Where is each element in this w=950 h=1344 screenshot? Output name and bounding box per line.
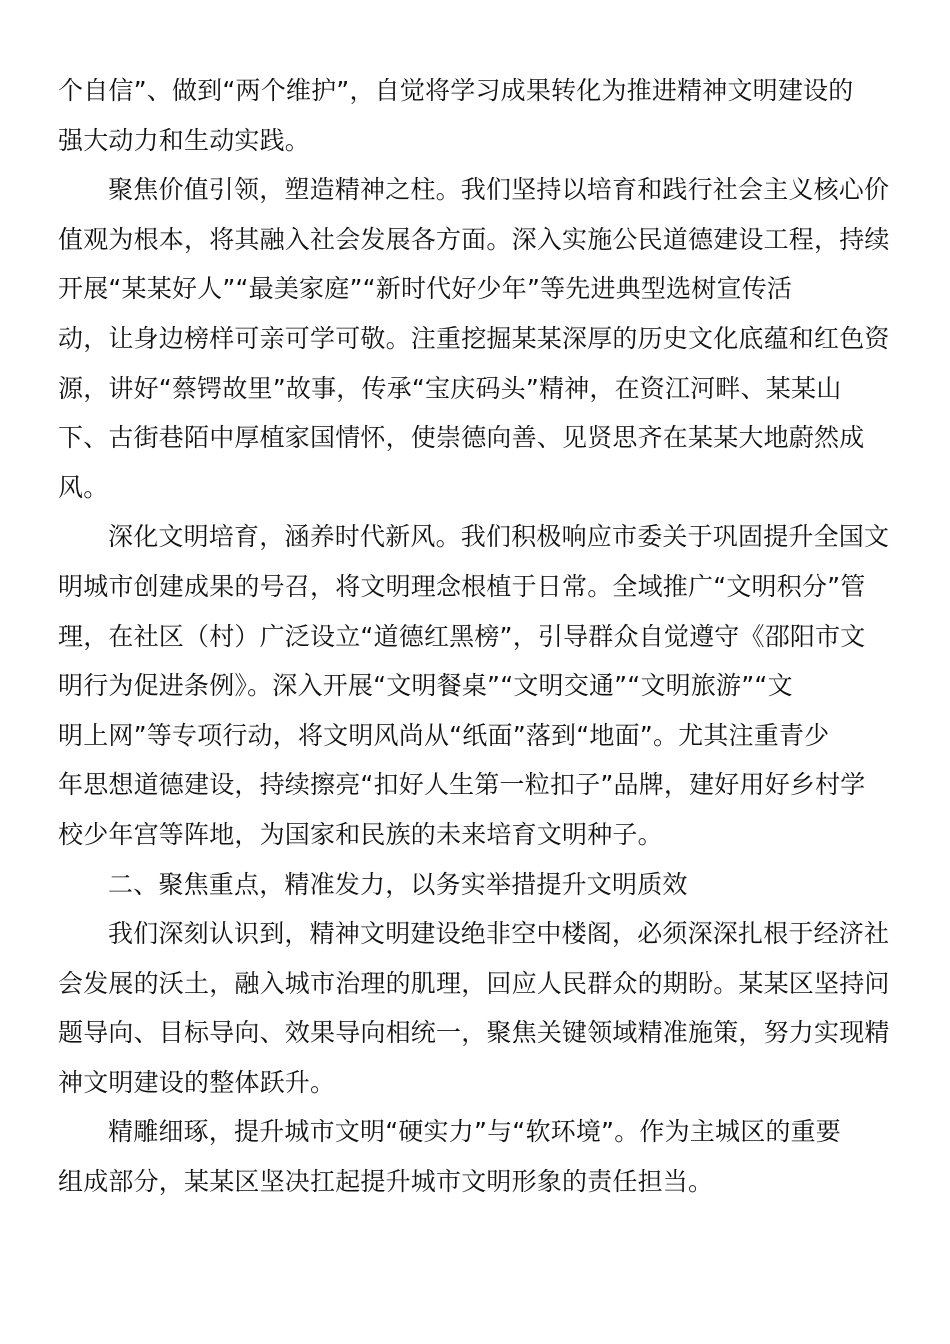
text-line: 动，让身边榜样可亲可学可敬。注重挖掘某某深厚的历史文化底蕴和红色资 [58, 323, 890, 353]
paragraph-start-line: 我们深刻认识到，精神文明建设绝非空中楼阁，必须深深扎根于经济社 [108, 919, 890, 949]
text-line: 值观为根本，将其融入社会发展各方面。深入实施公民道德建设工程，持续 [58, 224, 890, 254]
text-line: 开展“某某好人”“最美家庭”“新时代好少年”等先进典型选树宣传活 [58, 274, 793, 304]
text-line: 源，讲好“蔡锷故里”故事，传承“宝庆码头”精神，在资江河畔、某某山 [58, 373, 842, 403]
text-line: 题导向、目标导向、效果导向相统一，聚焦关键领域精准施策，努力实现精 [58, 1018, 890, 1048]
paragraph-start-line: 精雕细琢，提升城市文明“硬实力”与“软环境”。作为主城区的重要 [108, 1117, 842, 1147]
text-line: 会发展的沃土，融入城市治理的肌理，回应人民群众的期盼。某某区坚持问 [58, 968, 890, 998]
text-line: 明行为促进条例》。深入开展“文明餐桌”“文明交通”“文明旅游”“文 [58, 671, 793, 701]
text-line: 下、古街巷陌中厚植家国情怀，使崇德向善、见贤思齐在某某大地蔚然成 [58, 423, 865, 453]
text-line: 理，在社区（村）广泛设立“道德红黑榜”，引导群众自觉遵守《邵阳市文 [58, 621, 866, 651]
text-line: 个自信”、做到“两个维护”，自觉将学习成果转化为推进精神文明建设的 [58, 76, 854, 105]
paragraph-start-line: 深化文明培育，涵养时代新风。我们积极响应市委关于巩固提升全国文 [108, 522, 890, 552]
section-heading: 二、聚焦重点，精准发力，以务实举措提升文明质效 [108, 869, 688, 899]
document-body [58, 66, 888, 1207]
text-line: 强大动力和生动实践。 [58, 125, 311, 155]
text-line: 神文明建设的整体跃升。 [58, 1067, 336, 1097]
text-line: 组成部分，某某区坚决扛起提升城市文明形象的责任担当。 [58, 1167, 714, 1197]
text-line: 明上网”等专项行动，将文明风尚从“纸面”落到“地面”。尤其注重青少 [58, 720, 830, 750]
text-line: 校少年宫等阵地，为国家和民族的未来培育文明种子。 [58, 819, 663, 849]
text-line: 明城市创建成果的号召，将文明理念根植于日常。全域推广“文明积分”管 [58, 571, 866, 601]
paragraph-start-line: 聚焦价值引领，塑造精神之柱。我们坚持以培育和践行社会主义核心价 [108, 175, 890, 205]
text-line: 风。 [58, 472, 109, 502]
text-line: 年思想道德建设，持续擦亮“扣好人生第一粒扣子”品牌，建好用好乡村学 [58, 770, 866, 800]
